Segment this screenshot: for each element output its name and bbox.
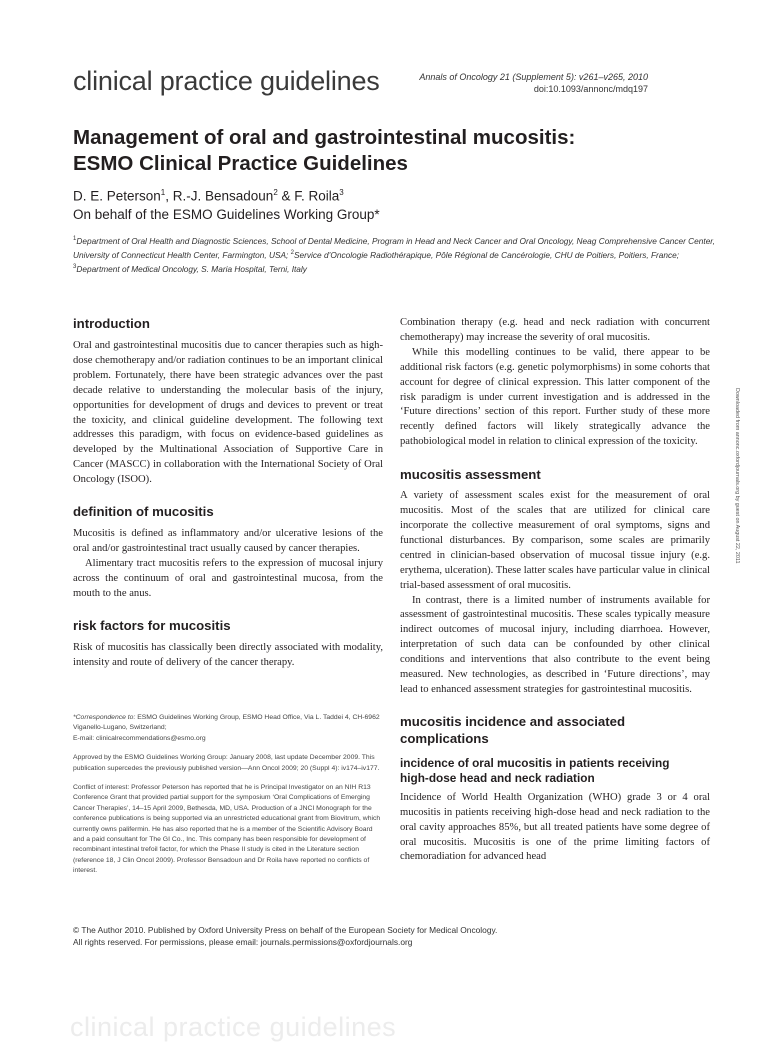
intro-paragraph: Oral and gastrointestinal mucositis due to cancer therapies such as high-dose chemotherapy and/or radiation continues to be an important clinical problem. Fortunately, there have been strategic advances over the past decade relative to understanding the molecular basis of the injury, opportunities for development of drugs and devices to prevent or treat the toxicity, and clinical guideline development. The following text addresses this paradigm, with focus on evidence-based guidelines as developed by the Multinational Association of Supportive Care in Cancer (MASCC) in collaboration with the International Society of Oral Oncology (ISOO). xyxy=(73,340,383,486)
continued-paragraph-1: Combination therapy (e.g. head and neck radiation with concurrent chemotherapy) may increase the severity of oral mucositis. xyxy=(400,317,710,343)
heading-incidence-line-1: mucositis incidence and associated xyxy=(400,713,625,729)
affil-3: Department of Medical Oncology, S. Maria Hospital, Terni, Italy xyxy=(76,263,307,274)
heading-definition: definition of mucositis xyxy=(73,504,214,520)
correspondence-label: *Correspondence to: xyxy=(73,714,136,721)
heading-incidence-line-2: complications xyxy=(400,730,489,746)
affil-sup-3: 3 xyxy=(73,263,77,270)
affil-1: Department of Oral Health and Diagnostic Sciences, School of Dental Medicine, Program in Head and Neck Cancer and Oral Oncology, Neag Comprehensive Cancer Center, University of Connecticut Health Center, Farmington, USA; xyxy=(73,235,715,260)
author-3-sup: 3 xyxy=(339,188,344,197)
author-2: , R.-J. Bensadoun xyxy=(165,188,274,204)
next-page-running-head: clinical practice guidelines xyxy=(70,1012,397,1042)
title-line-1: Management of oral and gastrointestinal mucositis: xyxy=(73,126,576,149)
subheading-line-1: incidence of oral mucositis in patients receiving xyxy=(400,755,670,770)
download-note: Downloaded from annonc.oxfordjournals.org by guest on August 22, 2011 xyxy=(734,388,740,564)
copyright-line-2: All rights reserved. For permissions, please email: journals.permissions@oxfordjournals.org xyxy=(73,936,413,947)
author-1: D. E. Peterson xyxy=(73,188,161,204)
assessment-paragraph-1: A variety of assessment scales exist for the measurement of oral mucositis. Most of the scales that are utilized for clinical care incorporate the collective measurement of oral symptoms, signs and functional disturbances. By comparison, some scales are primarily centred in clinician-based observation of mucosal tissue injury (e.g. erythema, ulceration). These latter scales have particular value in clinical trial-based assessment of oral mucositis. xyxy=(400,490,710,591)
journal-citation xyxy=(419,71,648,95)
citation-line: Annals of Oncology 21 (Supplement 5): v261–v265, 2010 xyxy=(419,72,648,82)
affil-sup-1: 1 xyxy=(73,236,77,242)
heading-risk-factors: risk factors for mucositis xyxy=(73,617,231,633)
footnotes xyxy=(73,713,383,877)
article-title xyxy=(73,125,713,177)
correspondence-text: ESMO Guidelines Working Group, ESMO Head Office, Via L. Taddei 4, CH-6962 Viganello-Lugano, Switzerland; xyxy=(73,714,380,732)
incidence-paragraph: Incidence of World Health Organization (WHO) grade 3 or 4 oral mucositis in patients receiving high-dose head and neck radiation to the oral cavity approaches 85%, but all treated patients have some degree of oral mucositis. Mucositis is one of the prime limiting factors of chemoradiation for advanced head xyxy=(400,791,710,863)
left-column xyxy=(73,315,383,670)
heading-assessment: mucositis assessment xyxy=(400,467,541,483)
definition-paragraph-1: Mucositis is defined as inflammatory and/or ulcerative lesions of the oral and/or gastrointestinal tract usually caused by cancer therapies. xyxy=(73,528,383,554)
author-1-sup: 1 xyxy=(160,188,166,197)
approval-note: Approved by the ESMO Guidelines Working Group: January 2008, last update December 2009. This publication supercedes the previously published version—Ann Oncol 2009; 20 (Suppl 4): iv174–iv177. xyxy=(73,754,380,772)
author-2-sup: 2 xyxy=(273,188,278,197)
author-list xyxy=(73,188,344,204)
affil-2: Service d’Oncologie Radiothérapique, Pôle Régional de Cancérologie, CHU de Poitiers, Poitiers, France; xyxy=(294,249,680,260)
running-head: clinical practice guidelines xyxy=(73,66,380,96)
affiliations xyxy=(73,233,715,275)
doi-line: doi:10.1093/annonc/mdq197 xyxy=(533,84,648,94)
risk-paragraph: Risk of mucositis has classically been directly associated with modality, intensity and route of delivery of the cancer therapy. xyxy=(73,641,383,668)
author-3: & F. Roila xyxy=(277,188,340,204)
copyright-line-1: © The Author 2010. Published by Oxford University Press on behalf of the European Society for Medical Oncology. xyxy=(73,925,498,935)
title-line-2: ESMO Clinical Practice Guidelines xyxy=(73,152,408,175)
correspondence-note xyxy=(73,713,383,734)
continued-paragraph-2: While this modelling continues to be valid, there appear to be additional risk factors (e.g. genetic polymorphisms) in some cohorts that account for degree of clinical expression. This latter component of the risk paradigm is under current investigation and is addressed in the ‘Future directions’ section of this report. Further study of these more recently defined factors will likely strategically advance the pathobiological model in relation to clinical expression of the toxicity. xyxy=(400,346,710,448)
right-column xyxy=(400,316,710,865)
subheading-incidence-oral xyxy=(400,756,710,786)
assessment-paragraph-2: In contrast, there is a limited number of instruments available for assessment of gastrointestinal mucositis. These scales typically measure indirect outcomes of mucosal injury, including diarrhoea. However, interpretation of such data can be confounded by other clinical conditions and interventions that also contribute to the event being measured. New technologies, as described in ‘Future directions’, may lead to enhanced assessment strategies for gastrointestinal mucositis. xyxy=(400,594,710,695)
affil-sup-2: 2 xyxy=(290,249,294,256)
copyright-notice xyxy=(73,925,497,948)
subheading-line-2: high-dose head and neck radiation xyxy=(400,770,595,785)
definition-paragraph-2: Alimentary tract mucositis refers to the expression of mucosal injury across the continuum of oral and gastrointestinal mucosa, from the mouth to the anus. xyxy=(73,557,383,599)
heading-introduction: introduction xyxy=(73,316,150,331)
heading-incidence xyxy=(400,713,710,747)
correspondence-email: E-mail: clinicalrecommendations@esmo.org xyxy=(73,734,206,742)
on-behalf-line: On behalf of the ESMO Guidelines Working Group* xyxy=(73,207,380,222)
conflict-note: Conflict of interest: Professor Peterson has reported that he is Principal Investigator on an NIH R13 Conference Grant that provided partial support for the symposium ‘Oral Complications of Emerging Cancer Therapies’, 14–15 April 2009, Bethesda, MD, USA. Production of a JNCI Monograph for the conference publications is being supported via an unrestricted educational grant from Biovitrum, which currently owns palifermin. He has also reported that he is a member of the Scientific Advisory Board and a paid consultant for The GI Co., Inc. This company has been responsible for development of recombinant intestinal trefoil factor, for which the Phase II study is cited in the Literature section (reference 18, J Clin Oncol 2009). Professor Bensadoun and Dr Roila have reported no conflicts of interest. xyxy=(73,784,381,875)
